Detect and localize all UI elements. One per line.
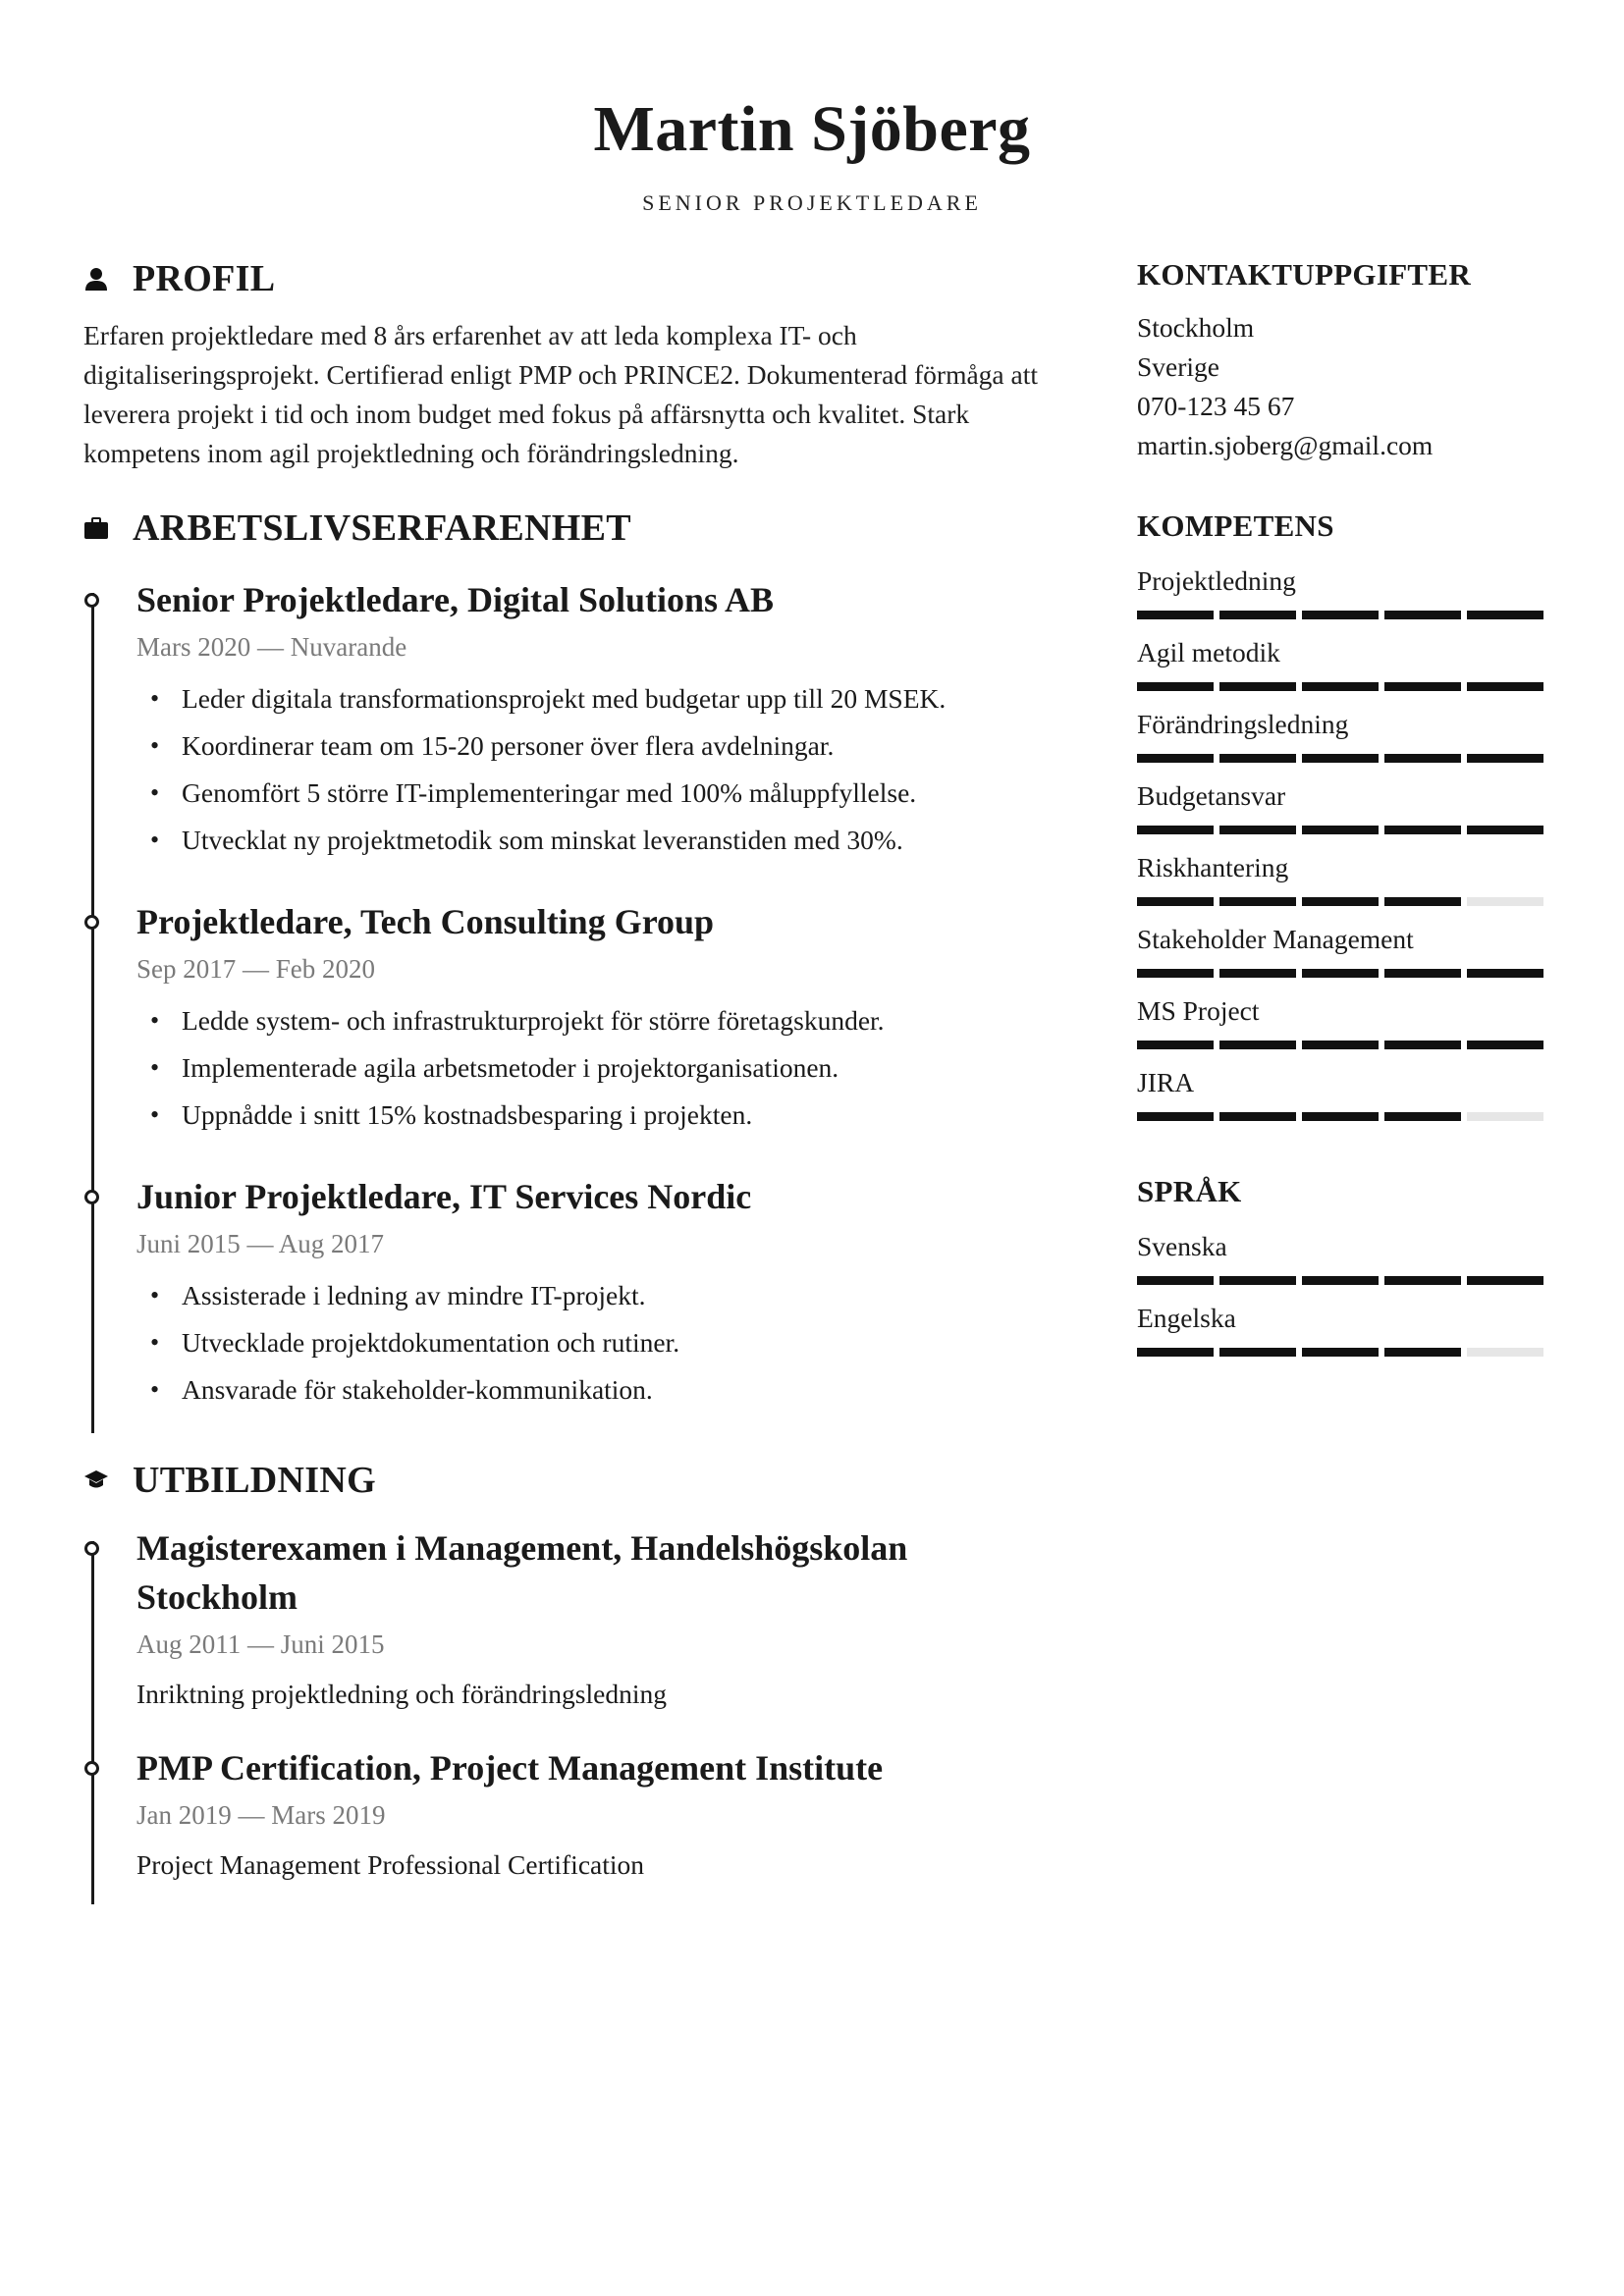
contact-phone: 070-123 45 67 xyxy=(1137,391,1295,421)
skill-name: MS Project xyxy=(1137,995,1260,1026)
resume-header xyxy=(0,90,1624,216)
skill-item xyxy=(1137,705,1543,763)
job-bullet: • Genomfört 5 större IT-implementeringar med 100% måluppfyllelse. xyxy=(182,770,1046,817)
language-level-bar xyxy=(1137,1276,1543,1285)
job-bullet: • Uppnådde i snitt 15% kostnadsbesparing i projekten. xyxy=(182,1092,1046,1139)
timeline-line xyxy=(91,593,94,1433)
education-entry xyxy=(136,1743,1046,1904)
skill-item xyxy=(1137,633,1543,691)
level-segment xyxy=(1384,1041,1461,1049)
sidebar-column xyxy=(1137,253,1543,1357)
contact-title: KONTAKTUPPGIFTER xyxy=(1137,257,1472,292)
level-segment xyxy=(1384,826,1461,834)
timeline-line xyxy=(91,1541,94,1904)
level-segment xyxy=(1137,1348,1214,1357)
job-bullets xyxy=(136,997,1046,1139)
profile-title: PROFIL xyxy=(133,258,276,299)
level-segment xyxy=(1467,1041,1543,1049)
level-segment xyxy=(1467,754,1543,763)
skill-item xyxy=(1137,776,1543,834)
timeline-dot xyxy=(84,1190,99,1204)
skill-item xyxy=(1137,991,1543,1049)
timeline-dot xyxy=(84,915,99,930)
level-segment xyxy=(1384,1348,1461,1357)
level-segment xyxy=(1302,1276,1379,1285)
briefcase-icon xyxy=(83,515,109,541)
job-bullet: • Assisterade i ledning av mindre IT-projekt. xyxy=(182,1272,1046,1319)
language-item xyxy=(1137,1299,1543,1357)
level-segment xyxy=(1219,826,1296,834)
job-date: Mars 2020 — Nuvarande xyxy=(136,632,407,662)
job-bullet: • Utvecklat ny projektmetodik som minskat leveranstiden med 30%. xyxy=(182,817,1046,864)
level-segment xyxy=(1137,611,1214,619)
job-bullet: • Koordinerar team om 15-20 personer över flera avdelningar. xyxy=(182,722,1046,770)
skill-level-bar xyxy=(1137,1112,1543,1121)
level-segment xyxy=(1137,969,1214,978)
language-name: Engelska xyxy=(1137,1303,1236,1333)
contact-block xyxy=(1137,308,1543,465)
level-segment xyxy=(1302,969,1379,978)
education-title: PMP Certification, Project Management Institute xyxy=(136,1748,884,1788)
level-segment xyxy=(1137,826,1214,834)
level-segment xyxy=(1384,611,1461,619)
job-subtitle: SENIOR PROJEKTLEDARE xyxy=(642,190,982,215)
job-title: Senior Projektledare, Digital Solutions AB xyxy=(136,580,775,619)
level-segment xyxy=(1467,1348,1543,1357)
timeline-dot xyxy=(84,1761,99,1776)
level-segment xyxy=(1137,1276,1214,1285)
level-segment xyxy=(1219,969,1296,978)
skills-title: KOMPETENS xyxy=(1137,508,1334,543)
skill-level-bar xyxy=(1137,897,1543,906)
level-segment xyxy=(1467,826,1543,834)
contact-city: Stockholm xyxy=(1137,312,1255,343)
level-segment xyxy=(1219,754,1296,763)
job-bullet: • Ansvarade för stakeholder-kommunikation. xyxy=(182,1366,1046,1414)
skill-level-bar xyxy=(1137,754,1543,763)
skills-list xyxy=(1137,561,1543,1121)
person-name: Martin Sjöberg xyxy=(593,93,1031,165)
job-bullets xyxy=(136,675,1046,864)
education-title: Magisterexamen i Management, Handelshögskolan Stockholm xyxy=(136,1528,908,1617)
experience-timeline xyxy=(91,575,1046,1433)
job-date: Juni 2015 — Aug 2017 xyxy=(136,1229,385,1258)
skill-item xyxy=(1137,1063,1543,1121)
graduation-cap-icon xyxy=(83,1468,109,1493)
person-icon xyxy=(83,266,109,292)
level-segment xyxy=(1219,897,1296,906)
language-name: Svenska xyxy=(1137,1231,1227,1261)
level-segment xyxy=(1467,1112,1543,1121)
level-segment xyxy=(1219,611,1296,619)
education-title: UTBILDNING xyxy=(133,1460,376,1501)
job-title: Junior Projektledare, IT Services Nordic xyxy=(136,1177,752,1216)
level-segment xyxy=(1137,754,1214,763)
language-item xyxy=(1137,1227,1543,1285)
level-segment xyxy=(1219,1276,1296,1285)
contact-country: Sverige xyxy=(1137,351,1220,382)
level-segment xyxy=(1137,682,1214,691)
level-segment xyxy=(1384,682,1461,691)
skill-name: Agil metodik xyxy=(1137,637,1280,667)
skill-item xyxy=(1137,920,1543,978)
level-segment xyxy=(1137,1112,1214,1121)
skill-level-bar xyxy=(1137,826,1543,834)
skill-level-bar xyxy=(1137,969,1543,978)
level-segment xyxy=(1302,1348,1379,1357)
experience-title: ARBETSLIVSERFARENHET xyxy=(133,507,631,549)
education-timeline xyxy=(91,1523,1046,1904)
profile-text: Erfaren projektledare med 8 års erfarenhet av att leda komplexa IT- och digitaliseringsprojekt. Certifierad enligt PMP och PRINCE2. Dokumenterad förmåga att leverera projekt i tid och inom budget med fokus på affärsnytta och kvalitet. Stark kompetens inom agil projektledning och förändringsledning. xyxy=(83,320,1038,468)
languages-list xyxy=(1137,1227,1543,1357)
level-segment xyxy=(1467,611,1543,619)
job-bullet: • Leder digitala transformationsprojekt med budgetar upp till 20 MSEK. xyxy=(182,675,1046,722)
main-column xyxy=(83,253,1046,1904)
skill-name: Budgetansvar xyxy=(1137,780,1286,811)
level-segment xyxy=(1302,897,1379,906)
level-segment xyxy=(1302,1112,1379,1121)
timeline-dot xyxy=(84,1541,99,1556)
education-date: Jan 2019 — Mars 2019 xyxy=(136,1800,386,1830)
job-bullet: • Utvecklade projektdokumentation och rutiner. xyxy=(182,1319,1046,1366)
level-segment xyxy=(1302,611,1379,619)
level-segment xyxy=(1384,1112,1461,1121)
level-segment xyxy=(1219,1348,1296,1357)
job-entry xyxy=(136,897,1046,1139)
job-entry xyxy=(136,1172,1046,1433)
skill-level-bar xyxy=(1137,682,1543,691)
education-entry xyxy=(136,1523,1046,1714)
timeline-dot xyxy=(84,593,99,608)
job-bullet: • Implementerade agila arbetsmetoder i projektorganisationen. xyxy=(182,1044,1046,1092)
skill-level-bar xyxy=(1137,1041,1543,1049)
level-segment xyxy=(1219,682,1296,691)
education-section-header xyxy=(83,1455,1046,1506)
level-segment xyxy=(1384,969,1461,978)
job-bullets xyxy=(136,1272,1046,1414)
level-segment xyxy=(1302,1041,1379,1049)
skill-level-bar xyxy=(1137,611,1543,619)
level-segment xyxy=(1302,754,1379,763)
education-desc: Inriktning projektledning och förändringsledning xyxy=(136,1679,667,1709)
education-date: Aug 2011 — Juni 2015 xyxy=(136,1629,385,1659)
skill-item xyxy=(1137,561,1543,619)
experience-section-header xyxy=(83,503,1046,554)
level-segment xyxy=(1219,1112,1296,1121)
level-segment xyxy=(1467,969,1543,978)
skill-name: Förändringsledning xyxy=(1137,709,1349,739)
level-segment xyxy=(1384,754,1461,763)
skill-name: JIRA xyxy=(1137,1067,1195,1097)
languages-title: SPRÅK xyxy=(1137,1174,1242,1208)
profile-section-header xyxy=(83,253,1046,304)
job-title: Projektledare, Tech Consulting Group xyxy=(136,902,715,941)
level-segment xyxy=(1384,897,1461,906)
level-segment xyxy=(1302,682,1379,691)
level-segment xyxy=(1467,682,1543,691)
skill-name: Stakeholder Management xyxy=(1137,924,1414,954)
level-segment xyxy=(1467,897,1543,906)
skill-name: Riskhantering xyxy=(1137,852,1289,882)
job-bullet: • Ledde system- och infrastrukturprojekt för större företagskunder. xyxy=(182,997,1046,1044)
job-date: Sep 2017 — Feb 2020 xyxy=(136,954,375,984)
job-entry xyxy=(136,575,1046,864)
skill-item xyxy=(1137,848,1543,906)
language-level-bar xyxy=(1137,1348,1543,1357)
contact-email: martin.sjoberg@gmail.com xyxy=(1137,430,1434,460)
level-segment xyxy=(1137,897,1214,906)
education-desc: Project Management Professional Certification xyxy=(136,1849,645,1880)
skill-name: Projektledning xyxy=(1137,565,1296,596)
level-segment xyxy=(1467,1276,1543,1285)
level-segment xyxy=(1137,1041,1214,1049)
level-segment xyxy=(1384,1276,1461,1285)
level-segment xyxy=(1302,826,1379,834)
level-segment xyxy=(1219,1041,1296,1049)
